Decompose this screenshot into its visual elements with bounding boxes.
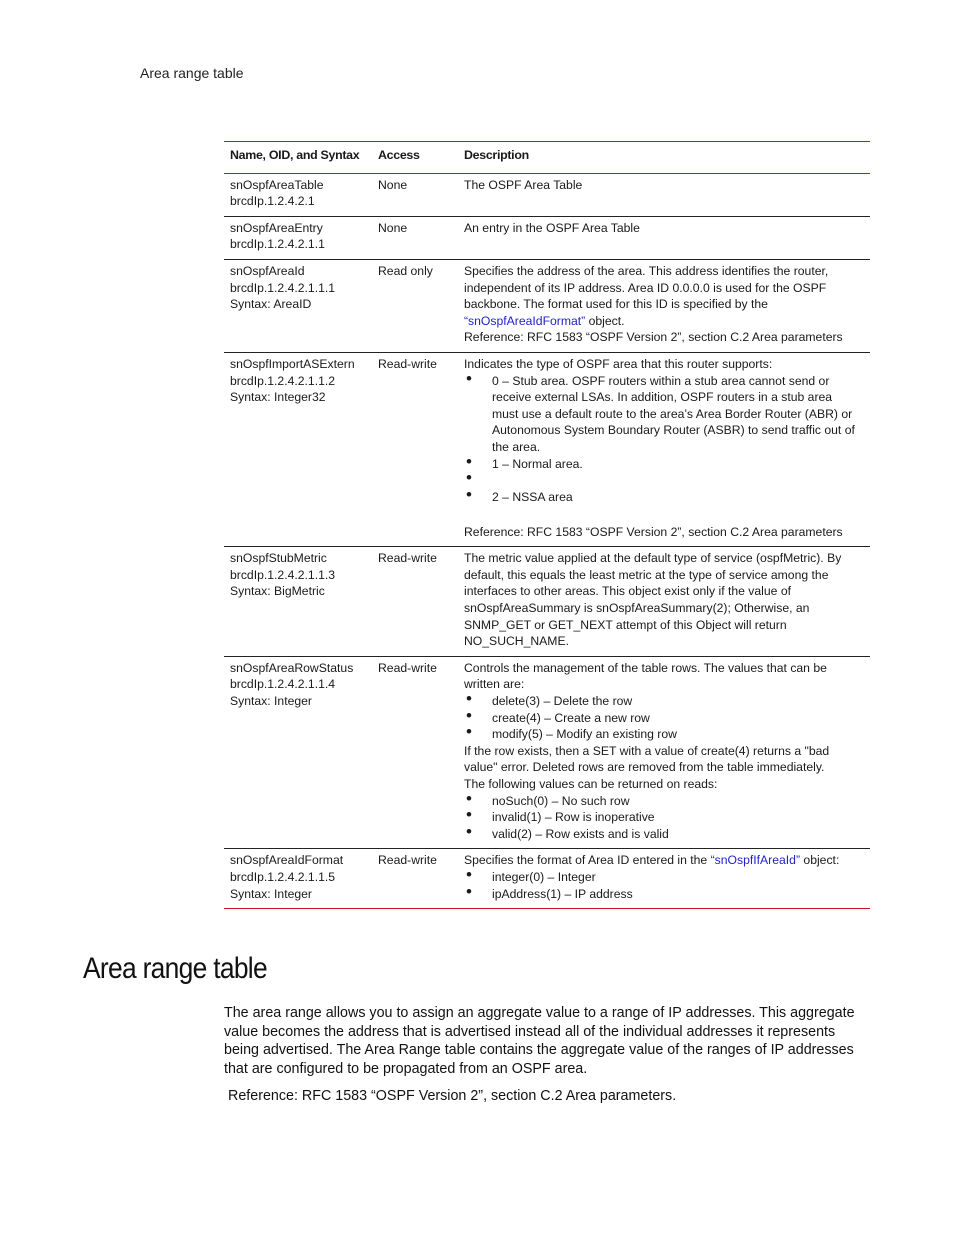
- intro-suffix: object:: [800, 853, 840, 868]
- list-item: • 1 – Normal area.: [464, 456, 864, 473]
- description-cell: The OSPF Area Table: [458, 173, 870, 216]
- description-cell: [458, 849, 870, 909]
- table-row: [224, 547, 870, 657]
- list-item: [464, 373, 864, 456]
- bullet-line: Autonomous System Boundary Router (ASBR) to send traffic out of: [492, 423, 855, 438]
- list-item: • create(4) – Create a new row: [464, 710, 864, 727]
- list-item: • valid(2) – Row exists and is valid: [464, 826, 864, 843]
- intro-prefix: Specifies the format of Area ID entered in the: [464, 853, 711, 868]
- object-name-cell: [224, 352, 372, 546]
- running-header: Area range table: [140, 65, 244, 81]
- column-header-access: Access: [372, 142, 458, 174]
- description-line: [464, 852, 864, 869]
- description-line: value" error. Deleted rows are removed from the table immediately.: [464, 760, 825, 775]
- description-line: Specifies the address of the area. This address identifies the router,: [464, 263, 829, 278]
- description-line: NO_SUCH_NAME.: [464, 634, 569, 649]
- reference-line: Reference: RFC 1583 “OSPF Version 2”, section C.2 Area parameters: [464, 330, 843, 345]
- bullet-list: [464, 869, 864, 902]
- spacer: [464, 472, 864, 489]
- object-oid: brcdIp.1.2.4.2.1.1.5: [230, 869, 336, 884]
- bullet-line: • 0 – Stub area. OSPF routers within a stub area cannot send or: [492, 373, 830, 388]
- bullet-list: [464, 373, 864, 506]
- section-reference: Reference: RFC 1583 “OSPF Version 2”, section C.2 Area parameters.: [228, 1088, 677, 1104]
- snospfifareaid-link[interactable]: “snOspfIfAreaId”: [710, 853, 801, 868]
- description-line: [464, 313, 864, 330]
- description-line: SNMP_GET or GET_NEXT attempt of this Object will return: [464, 617, 787, 632]
- list-item: • invalid(1) – Row is inoperative: [464, 809, 864, 826]
- object-name-cell: [224, 656, 372, 849]
- list-item: • noSuch(0) – No such row: [464, 793, 864, 810]
- object-oid: brcdIp.1.2.4.2.1.1.1: [230, 280, 336, 295]
- object-oid: brcdIp.1.2.4.2.1.1.3: [230, 567, 336, 582]
- object-name: snOspfAreaRowStatus: [230, 660, 354, 675]
- object-syntax: Syntax: AreaID: [230, 297, 312, 312]
- object-name: snOspfAreaIdFormat: [230, 853, 344, 868]
- description-line: snOspfAreaSummary is snOspfAreaSummary(2); Otherwise, an: [464, 601, 810, 616]
- description-line: The following values can be returned on reads:: [464, 777, 718, 791]
- object-name-cell: [224, 547, 372, 657]
- object-name: snOspfAreaId: [230, 263, 305, 278]
- access-cell: Read-write: [372, 352, 458, 546]
- object-name: snOspfAreaEntry: [230, 220, 323, 235]
- spacer: [464, 506, 864, 524]
- list-item: • modify(5) – Modify an existing row: [464, 726, 864, 743]
- list-item: • 2 – NSSA area: [464, 489, 864, 506]
- object-oid: brcdIp.1.2.4.2.1: [230, 194, 315, 209]
- description-line: written are:: [464, 677, 525, 692]
- object-syntax: Syntax: Integer32: [230, 390, 326, 405]
- object-name-cell: [224, 849, 372, 909]
- description-cell: [458, 656, 870, 849]
- description-cell: [458, 259, 870, 352]
- bullet-line: the area.: [492, 439, 541, 454]
- description-line: backbone. The format used for this ID is specified by the: [464, 297, 768, 312]
- description-intro: Indicates the type of OSPF area that this router supports:: [464, 356, 773, 371]
- link-suffix: object.: [585, 313, 625, 328]
- access-cell: None: [372, 173, 458, 216]
- object-name: snOspfStubMetric: [230, 551, 327, 566]
- access-cell: Read-write: [372, 547, 458, 657]
- list-item: • ipAddress(1) – IP address: [464, 886, 864, 903]
- description-line: If the row exists, then a SET with a value of create(4) returns a "bad: [464, 743, 830, 758]
- bullet-line: must use a default route to the area’s Area Border Router (ABR) or: [492, 406, 853, 421]
- snospfareaidformat-link[interactable]: “snOspfAreaIdFormat”: [464, 313, 586, 328]
- description-line: independent of its IP address. Area ID 0.0.0.0 is used for the OSPF: [464, 280, 827, 295]
- object-name-cell: [224, 259, 372, 352]
- access-cell: Read-write: [372, 656, 458, 849]
- description-line: The metric value applied at the default type of service (ospfMetric). By: [464, 551, 842, 566]
- table-row: [224, 173, 870, 216]
- description-cell: An entry in the OSPF Area Table: [458, 216, 870, 259]
- table-row: [224, 849, 870, 909]
- object-name: snOspfImportASExtern: [230, 356, 355, 371]
- description-line: default, this equals the least metric at the type of service among the: [464, 567, 829, 582]
- reference-line: Reference: RFC 1583 “OSPF Version 2”, section C.2 Area parameters: [464, 524, 843, 539]
- object-name-cell: [224, 216, 372, 259]
- column-header-name: Name, OID, and Syntax: [224, 142, 372, 174]
- object-syntax: Syntax: Integer: [230, 886, 312, 901]
- access-cell: Read only: [372, 259, 458, 352]
- object-name-cell: [224, 173, 372, 216]
- object-syntax: Syntax: Integer: [230, 694, 312, 709]
- mib-object-table: [224, 141, 870, 909]
- access-cell: None: [372, 216, 458, 259]
- object-name: snOspfAreaTable: [230, 177, 324, 192]
- access-cell: Read-write: [372, 849, 458, 909]
- table-row: [224, 259, 870, 352]
- object-syntax: Syntax: BigMetric: [230, 584, 325, 599]
- object-oid: brcdIp.1.2.4.2.1.1: [230, 237, 325, 252]
- description-cell: [458, 352, 870, 546]
- bullet-line: receive external LSAs. In addition, OSPF routers in a stub area: [492, 390, 833, 405]
- description-line: interfaces to other areas. This object exist only if the value of: [464, 584, 791, 599]
- object-oid: brcdIp.1.2.4.2.1.1.2: [230, 373, 336, 388]
- object-oid: brcdIp.1.2.4.2.1.1.4: [230, 677, 336, 692]
- list-item: • delete(3) – Delete the row: [464, 693, 864, 710]
- table-row: [224, 216, 870, 259]
- bullet-list: [464, 793, 864, 843]
- column-header-description: Description: [458, 142, 870, 174]
- list-item: • integer(0) – Integer: [464, 869, 864, 886]
- section-paragraph: The area range allows you to assign an aggregate value to a range of IP addresses. This aggregate value becomes the address that is advertised instead all of the individual addresses it represents being advertised. The Area Range table contains the aggregate value of the ranges of IP addresses that are configured to be propagated from an OSPF area.: [224, 1005, 855, 1077]
- description-cell: [458, 547, 870, 657]
- table-header-row: [224, 142, 870, 174]
- section-title: Area range table: [83, 952, 267, 985]
- description-line: Controls the management of the table rows. The values that can be: [464, 660, 827, 675]
- table-row: [224, 656, 870, 849]
- bullet-list: [464, 693, 864, 743]
- table-row: [224, 352, 870, 546]
